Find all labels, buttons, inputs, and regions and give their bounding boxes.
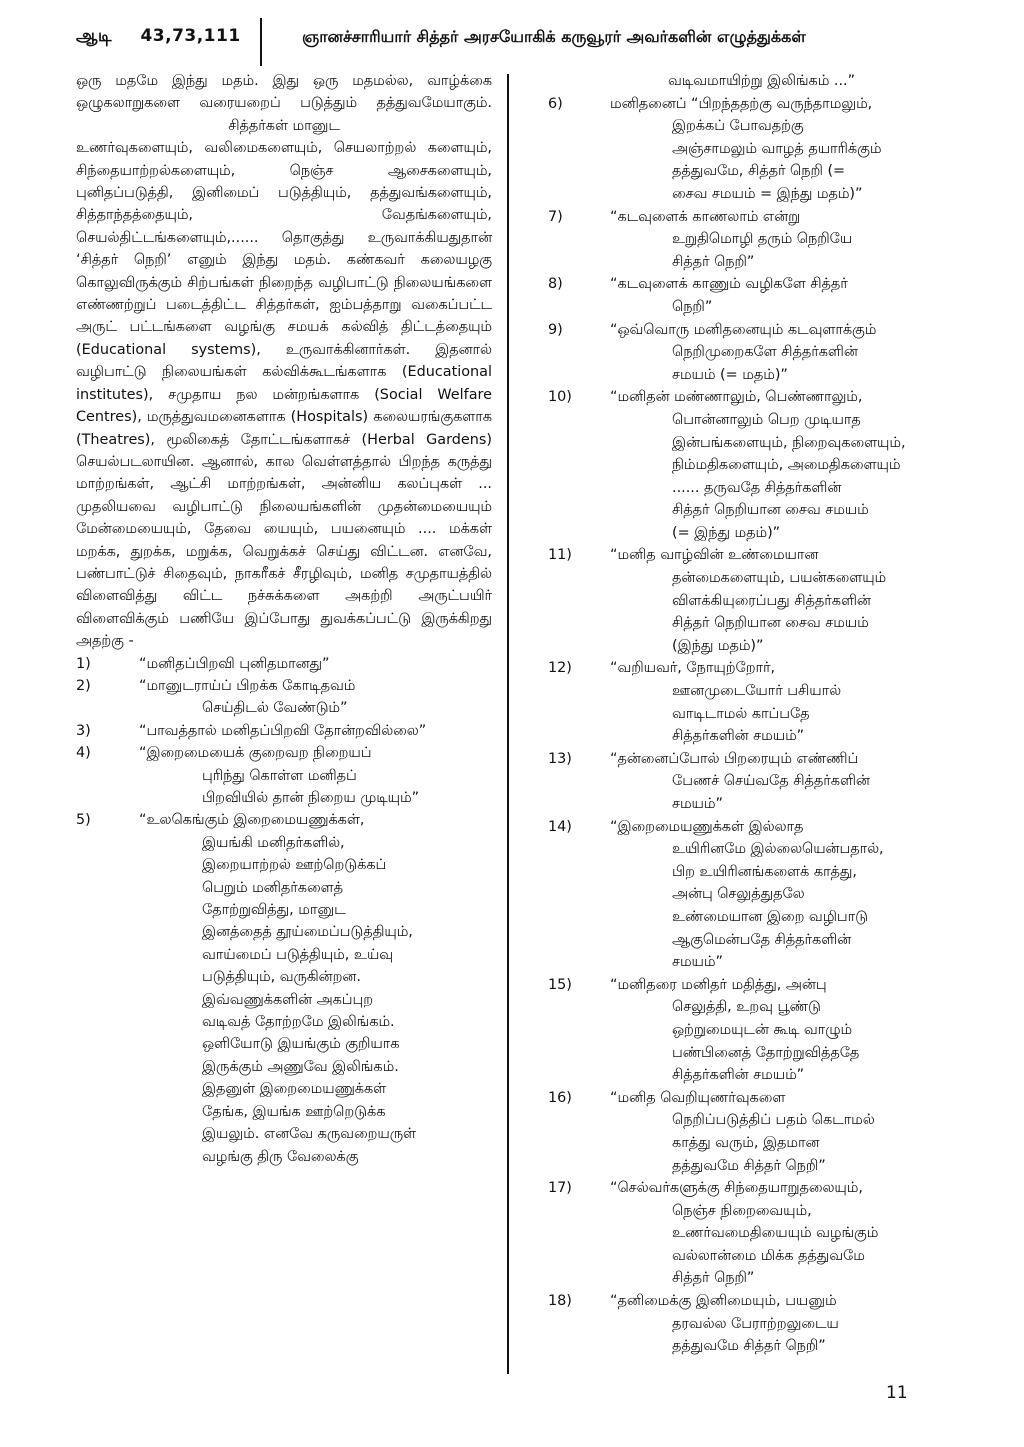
item-number: 7) bbox=[548, 208, 563, 225]
item-line: புரிந்து கொள்ள மனிதப் bbox=[202, 767, 357, 784]
page-header bbox=[70, 18, 970, 64]
item-line: வடிவத் தோற்றமே இலிங்கம். bbox=[202, 1014, 395, 1031]
item-text bbox=[610, 1177, 948, 1290]
item-line: நெறி” bbox=[672, 298, 713, 315]
item-line: (= இந்து மதம்)” bbox=[672, 524, 781, 541]
item-line: “பாவத்தால் மனிதப்பிறவி தோன்றவில்லை” bbox=[139, 722, 427, 739]
item-text bbox=[610, 1087, 948, 1177]
item-number: 13) bbox=[548, 750, 572, 767]
right-numbered-list bbox=[548, 93, 948, 1358]
item-text bbox=[610, 319, 948, 387]
list-item bbox=[548, 93, 948, 206]
item-line: இறையாற்றல் ஊற்றெடுக்கப் bbox=[202, 857, 387, 874]
list-item bbox=[76, 675, 492, 720]
item-line: நெஞ்ச நிறைவையும், bbox=[672, 1202, 812, 1219]
item-line: சமயம் (= மதம்)” bbox=[672, 366, 788, 383]
item-line: சமயம்” bbox=[672, 954, 723, 971]
item-line: தரவல்ல பேராற்றலுடைய bbox=[672, 1315, 839, 1332]
list-item bbox=[548, 386, 948, 544]
item-number: 6) bbox=[548, 95, 563, 112]
item-number: 4) bbox=[76, 745, 91, 762]
list-item bbox=[548, 1177, 948, 1290]
item-text bbox=[610, 206, 948, 274]
list-item bbox=[548, 206, 948, 274]
item-number: 15) bbox=[548, 976, 572, 993]
list-item bbox=[548, 319, 948, 387]
item-line: தத்துவமே சித்தர் நெறி” bbox=[672, 1338, 826, 1355]
item-line: பிறவியில் தான் நிறைய முடியும்” bbox=[202, 790, 420, 806]
header-divider bbox=[260, 18, 262, 66]
item-line: உயிரினமே இல்லையென்பதால், bbox=[672, 841, 884, 858]
list-item bbox=[548, 273, 948, 318]
item-line: சைவ சமயம் = இந்து மதம்)” bbox=[672, 185, 863, 202]
item-line: வல்லான்மை மிக்க தத்துவமே bbox=[672, 1247, 865, 1264]
list-item bbox=[548, 974, 948, 1087]
item-line: வாடிடாமல் காப்பதே bbox=[672, 705, 810, 722]
item-line: பெறும் மனிதர்களைத் bbox=[202, 879, 343, 896]
header-number: 43,73,111 bbox=[140, 26, 241, 46]
list-item bbox=[548, 1087, 948, 1177]
item-line: அன்பு செலுத்துதலே bbox=[672, 886, 805, 903]
item-line: சமயம்” bbox=[672, 796, 723, 812]
item-line: வழங்கு திரு வேலைக்கு bbox=[202, 1148, 359, 1165]
item-text bbox=[139, 742, 492, 809]
item-line: காத்து வரும், இதமான bbox=[672, 1134, 820, 1151]
item-line: இயங்கி மனிதர்களில், bbox=[202, 834, 345, 851]
item-number: 9) bbox=[548, 321, 563, 338]
item-line: ஊனமுடையோர் பசியால் bbox=[672, 683, 842, 700]
header-title: ஞானச்சாரியார் சித்தர் அரசயோகிக் கருவூரர் அவர்களின் எழுத்துக்கள் bbox=[302, 27, 806, 46]
item-number: 14) bbox=[548, 818, 572, 835]
item-line: பிற உயிரினங்களைக் காத்து, bbox=[672, 863, 857, 880]
item-line: சித்தர் நெறி” bbox=[672, 253, 755, 270]
item-line: இருக்கும் அணுவே இலிங்கம். bbox=[202, 1058, 399, 1075]
item-number: 1) bbox=[76, 655, 91, 672]
item-number: 8) bbox=[548, 276, 563, 293]
main-paragraph: உணர்வுகளையும், வலிமைகளையும், செயலாற்றல் களையும், சிந்தையாற்றல்களையும், நெஞ்ச ஆசைகளையும், புனிதப்படுத்தி, இனிமைப் படுத்தியும், தத்துவங்களையும், சித்தாந்தத்தையும், வேதங்களையும், செயல்திட்டங்களையும்,...... தொகுத்து உருவாக்கியதுதான் ‘சித்தர் நெறி’ எனும் இந்து மதம். கண்கவர் கலையழகு கொலுவிருக்கும் சிற்பங்கள் நிறைந்த வழிபாட்டு நிலையங்களை எண்ணற்றுப் படைத்திட்ட சித்தர்கள், ஐம்பத்தாறு வகைப்பட்ட அருட் பட்டங்களை வழங்கு சமயக் கல்வித் திட்டத்தையும் (Educational systems), உருவாக்கினார்கள். இதனால் வழிபாட்டு நிலையங்கள் கல்விக்கூடங்களாக (Educational institutes), சமுதாய நல மன்றங்களாக (Social Welfare Centres), மருத்துவமனைகளாக (Hospitals) கலையரங்குகளாக (Theatres), மூலிகைத் தோட்டங்களாகச் (Herbal Gardens) செயல்படலாயின. ஆனால், கால வெள்ளத்தால் பிறந்த கருத்து மாற்றங்கள், ஆட்சி மாற்றங்கள், அன்னிய கலப்புகள் ... முதலியவை வழிபாட்டு நிலையங்களின் முதன்மையையும் மேன்மையையும், தேவை யையும், பயனையும் .... மக்கள் மறக்க, துறக்க, மறுக்க, வெறுக்கச் செய்து விட்டன. எனவே, பண்பாட்டுச் சிதைவும், நாகரீகச் சீரழிவும், மனித சமுதாயத்தில் விளைவித்து விட்ட நச்சுக்களை அகற்றி அருட்பயிர் விளைவிக்கும் பணியே இப்போது துவக்கப்பட்டு இருக்கிறது அதற்கு - bbox=[76, 140, 492, 650]
item-line: சித்தர் நெறியான சைவ சமயம் bbox=[672, 615, 869, 632]
item-line: சித்தர்களின் சமயம்” bbox=[672, 1067, 805, 1084]
header-short-label: ஆடி bbox=[76, 26, 113, 46]
left-column bbox=[76, 70, 492, 1168]
item-line: சித்தர் நெறியான சைவ சமயம் bbox=[672, 502, 869, 519]
item-text bbox=[610, 657, 948, 747]
paragraph-lead: சித்தர்கள் மானுட bbox=[228, 117, 340, 134]
item-line: “ஒவ்வொரு மனிதனையும் கடவுளாக்கும் bbox=[610, 321, 877, 338]
intro-paragraph: ஒரு மதமே இந்து மதம். இது ஒரு மதமல்ல, வாழ்க்கை ஒழுகலாறுகளை வரையறைப் படுத்தும் தத்துவமேயாகும். bbox=[76, 73, 492, 112]
item-number: 12) bbox=[548, 660, 572, 677]
list-item bbox=[76, 809, 492, 1168]
column-divider bbox=[507, 74, 509, 1374]
item-line: தன்மைகளையும், பயன்களையும் bbox=[672, 570, 887, 587]
item-text bbox=[610, 544, 948, 657]
item-line: “தன்னைப்போல் பிறரையும் எண்ணிப் bbox=[610, 750, 859, 767]
continuation-line: வடிவமாயிற்று இலிங்கம் ...” bbox=[668, 73, 856, 89]
item-number: 11) bbox=[548, 547, 572, 564]
item-number: 10) bbox=[548, 389, 572, 406]
item-line: தத்துவமே, சித்தர் நெறி (= bbox=[672, 163, 846, 180]
item-line: நிம்மதிகளையும், அமைதிகளையும் bbox=[672, 457, 901, 474]
item-line: உண்மையான இறை வழிபாடு bbox=[672, 908, 868, 925]
item-text bbox=[610, 386, 948, 544]
item-line: தத்துவமே சித்தர் நெறி” bbox=[672, 1157, 826, 1174]
header-left bbox=[76, 26, 263, 48]
item-line: “செல்வர்களுக்கு சிந்தையாறுதலையும், bbox=[610, 1180, 863, 1197]
item-line: வாய்மைப் படுத்தியும், உய்வு bbox=[202, 946, 394, 963]
item-number: 2) bbox=[76, 677, 91, 694]
list-item bbox=[548, 748, 948, 816]
item-number: 17) bbox=[548, 1180, 572, 1197]
item-line: மனிதனைப் “பிறந்ததற்கு வருந்தாமலும், bbox=[610, 95, 873, 112]
item-line: சித்தர்களின் சமயம்” bbox=[672, 728, 805, 745]
list-item bbox=[548, 1290, 948, 1358]
item-line: உறுதிமொழி தரும் நெறியே bbox=[672, 231, 853, 248]
item-line: “வறியவர், நோயுற்றோர், bbox=[610, 660, 776, 677]
item-line: ...... தருவதே சித்தர்களின் bbox=[672, 479, 842, 496]
item-line: “மனித வெறியுணர்வுகளை bbox=[610, 1089, 786, 1106]
item-line: “தனிமைக்கு இனிமையும், பயனும் bbox=[610, 1293, 837, 1310]
item-line: “மனிதரை மனிதர் மதித்து, அன்பு bbox=[610, 976, 827, 993]
list-item bbox=[76, 742, 492, 809]
item-line: நெறிமுறைகளே சித்தர்களின் bbox=[672, 344, 858, 361]
item-line: ஆகுமென்பதே சித்தர்களின் bbox=[672, 931, 852, 948]
item-line: “உலகெங்கும் இறைமையணுக்கள், bbox=[139, 812, 365, 829]
item-line: அஞ்சாமலும் வாழத் தயாரிக்கும் bbox=[672, 140, 882, 157]
item-line: இன்பங்களையும், நிறைவுகளையும், bbox=[672, 434, 906, 451]
list-item bbox=[548, 816, 948, 974]
item-line: இறக்கப் போவதற்கு bbox=[672, 118, 804, 135]
item-line: சித்தர் நெறி” bbox=[672, 1270, 755, 1287]
item-line: ஒளியோடு இயங்கும் குறியாக bbox=[202, 1036, 400, 1053]
item-text bbox=[610, 93, 948, 206]
item-number: 5) bbox=[76, 812, 91, 829]
item-line: பண்பினைத் தோற்றுவித்ததே bbox=[672, 1044, 860, 1061]
item-line: இனத்தைத் தூய்மைப்படுத்தியும், bbox=[202, 924, 413, 941]
item-line: “கடவுளைக் காணும் வழிகளே சித்தர் bbox=[610, 276, 848, 293]
item-line: இயலும். எனவே கருவறையருள் bbox=[202, 1126, 417, 1143]
item-line: உணர்வமைதியையும் வழங்கும் bbox=[672, 1225, 879, 1242]
left-numbered-list bbox=[76, 653, 492, 1168]
item-line: “மனிதப்பிறவி புனிதமானது” bbox=[139, 655, 330, 672]
item-line: “மனித வாழ்வின் உண்மையான bbox=[610, 547, 819, 564]
page-number: 11 bbox=[886, 1383, 908, 1403]
item-line: “இறைமையணுக்கள் இல்லாத bbox=[610, 818, 804, 835]
item-text bbox=[610, 748, 948, 816]
item-line: பொன்னாலும் பெற முடியாத bbox=[672, 411, 861, 428]
item-line: செலுத்தி, உறவு பூண்டு bbox=[672, 999, 821, 1016]
item-text bbox=[139, 809, 492, 1168]
item-text bbox=[610, 974, 948, 1087]
list-item bbox=[76, 720, 492, 742]
item-line: “இறைமையைக் குறைவற நிறையப் bbox=[139, 745, 372, 762]
item-line: செய்திடல் வேண்டும்” bbox=[202, 700, 348, 717]
item-text bbox=[610, 1290, 948, 1358]
item-number: 16) bbox=[548, 1089, 572, 1106]
item-line: படுத்தியும், வருகின்றன. bbox=[202, 969, 361, 986]
item-line: “மனிதன் மண்ணாலும், பெண்ணாலும், bbox=[610, 389, 863, 406]
item-number: 3) bbox=[76, 722, 91, 739]
item-line: விளக்கியுரைப்பது சித்தர்களின் bbox=[672, 592, 871, 609]
item-line: பேணச் செய்வதே சித்தர்களின் bbox=[672, 773, 870, 790]
item-text bbox=[610, 816, 948, 974]
item-line: நெறிப்படுத்திப் பதம் கெடாமல் bbox=[672, 1112, 875, 1129]
item-text bbox=[139, 720, 492, 742]
list-item bbox=[548, 657, 948, 747]
item-line: தேங்க, இயங்க ஊற்றெடுக்க bbox=[202, 1103, 386, 1120]
item-line: “மானுடராய்ப் பிறக்க கோடிதவம் bbox=[139, 677, 356, 694]
item-line: தோற்றுவித்து, மானுட bbox=[202, 902, 346, 919]
item-number: 18) bbox=[548, 1293, 572, 1310]
item-line: இவ்வணுக்களின் அகப்புற bbox=[202, 991, 373, 1008]
item-line: (இந்து மதம்)” bbox=[672, 637, 764, 654]
item-text bbox=[139, 675, 492, 720]
right-column bbox=[548, 70, 948, 1358]
item-line: “கடவுளைக் காணலாம் என்று bbox=[610, 208, 801, 225]
list-item bbox=[76, 653, 492, 675]
list-item bbox=[548, 544, 948, 657]
item-line: ஒற்றுமையுடன் கூடி வாழும் bbox=[672, 1021, 853, 1038]
item-text bbox=[610, 273, 948, 318]
item-text bbox=[139, 653, 492, 675]
item-line: இதனுள் இறைமையணுக்கள் bbox=[202, 1081, 387, 1098]
